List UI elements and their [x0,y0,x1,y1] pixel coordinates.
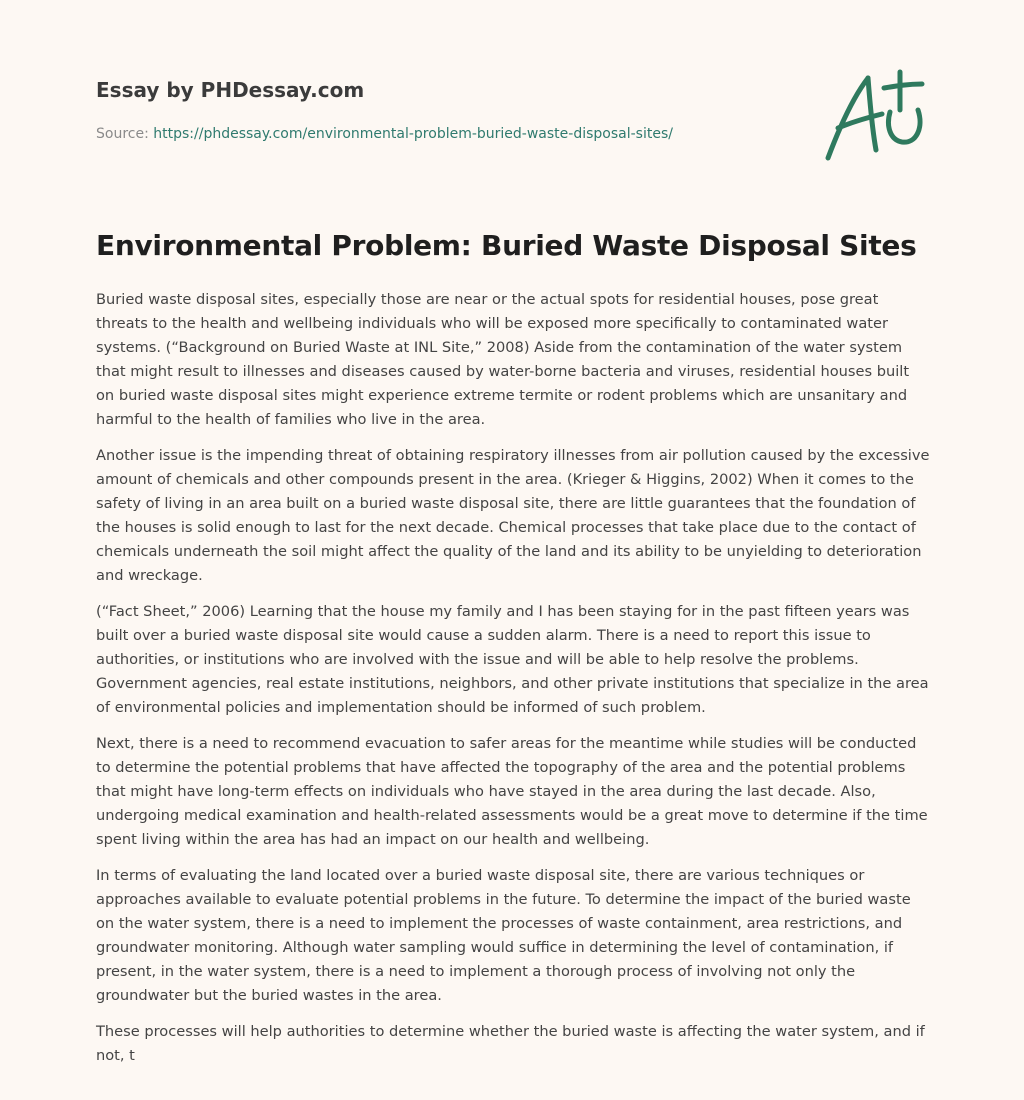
page-header [96,76,796,144]
article-paragraph: (“Fact Sheet,” 2006) Learning that the house my family and I has been staying for in the past fifteen years was built over a buried waste disposal site would cause a sudden alarm. There is a need to report this issue to authorities, or institutions who are involved with the issue and will be able to help resolve the problems. Government agencies, real estate institutions, neighbors, and other private institutions that specialize in the area of environmental policies and implementation should be informed of such problem. [96,603,929,716]
a-plus-grade-icon [820,66,932,166]
article-paragraph: Buried waste disposal sites, especially those are near or the actual spots for residential houses, pose great threats to the health and wellbeing individuals who will be exposed more specifically to contaminated water systems. (“Background on Buried Waste at INL Site,” 2008) Aside from the contamination of the water system that might result to illnesses and diseases caused by water-borne bacteria and viruses, residential houses built on buried waste disposal sites might experience extreme termite or rodent problems which are unsanitary and harmful to the health of families who live in the area. [96,291,910,428]
article-paragraph: Next, there is a need to recommend evacuation to safer areas for the meantime while studies will be conducted to determine the potential problems that have affected the topography of the area and the potential problems that might have long-term effects on individuals who have stayed in the area during the last decade. Also, undergoing medical examination and health-related assessments would be a great move to determine if the time spent living within the area has had an impact on our health and wellbeing. [96,735,928,848]
source-line [96,124,796,144]
site-title: Essay by PHDessay.com [96,78,365,102]
article-title: Environmental Problem: Buried Waste Disposal Sites [96,229,917,262]
article [96,228,930,1080]
source-label: Source: [96,126,154,142]
article-paragraph: These processes will help authorities to determine whether the buried waste is affecting the water system, and if not, t [96,1023,925,1064]
article-paragraph: Another issue is the impending threat of obtaining respiratory illnesses from air pollution caused by the excessive amount of chemicals and other compounds present in the area. (Krieger & Higgins, 2002) When it comes to the safety of living in an area built on a buried waste disposal site, there are little guarantees that the foundation of the houses is solid enough to last for the next decade. Chemical processes that take place due to the contact of chemicals underneath the soil might affect the quality of the land and its ability to be unyielding to deterioration and wreckage. [96,447,930,584]
source-link[interactable]: https://phdessay.com/environmental-problem-buried-waste-disposal-sites/ [153,126,673,142]
article-paragraph: In terms of evaluating the land located over a buried waste disposal site, there are various techniques or approaches available to evaluate potential problems in the future. To determine the impact of the buried waste on the water system, there is a need to implement the processes of waste containment, area restrictions, and groundwater monitoring. Although water sampling would suffice in determining the level of contamination, if present, in the water system, there is a need to implement a thorough process of involving not only the groundwater but the buried wastes in the area. [96,867,911,1004]
